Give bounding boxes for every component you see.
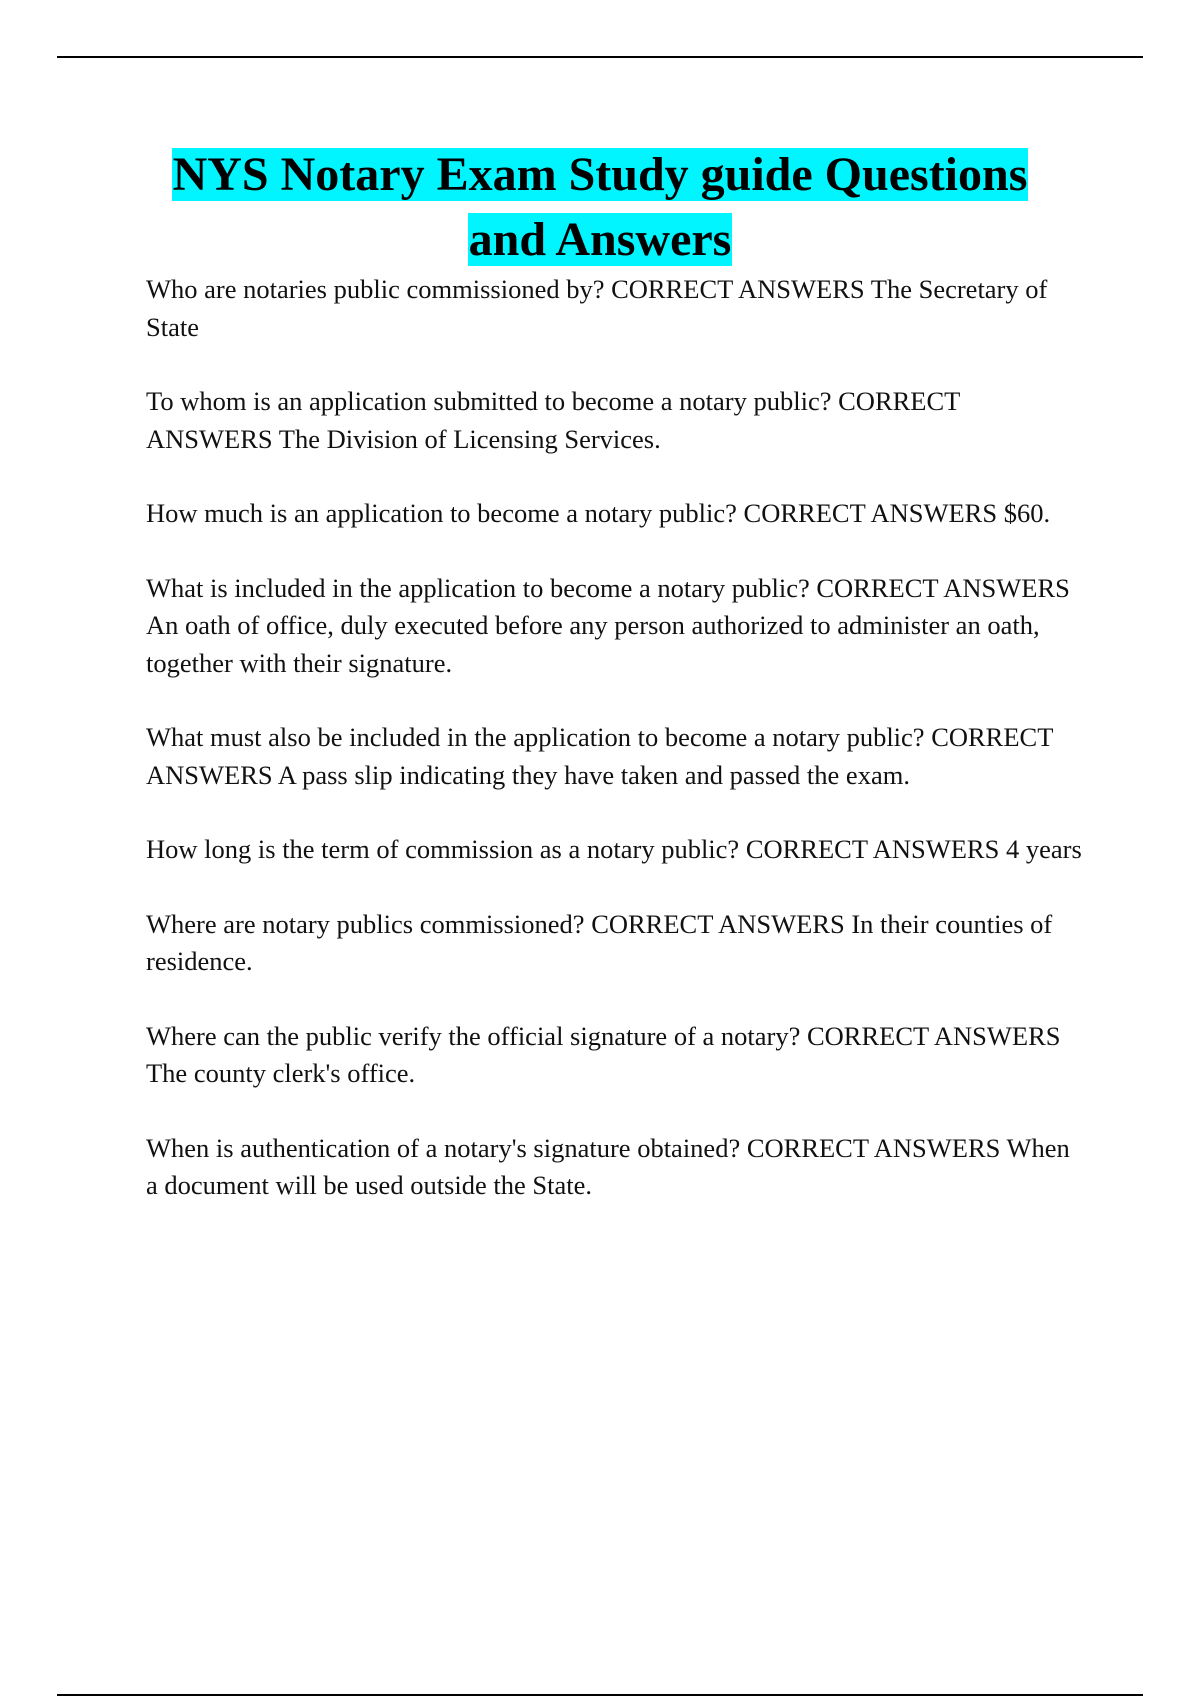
qa-list xyxy=(146,271,1088,1242)
qa-item: Who are notaries public commissioned by? CORRECT ANSWERS The Secretary of State xyxy=(146,274,1048,342)
qa-item: Where are notary publics commissioned? CORRECT ANSWERS In their counties of residence. xyxy=(146,908,1053,976)
qa-item: To whom is an application submitted to become a notary public? CORRECT ANSWERS The Division of Licensing Services. xyxy=(146,386,960,454)
title-line-1: NYS Notary Exam Study guide Questions xyxy=(172,148,1028,201)
qa-item: Where can the public verify the official signature of a notary? CORRECT ANSWERS The county clerk's office. xyxy=(146,1020,1061,1088)
qa-item: What must also be included in the application to become a notary public? CORRECT ANSWERS A pass slip indicating they have taken and passed the exam. xyxy=(146,722,1053,790)
qa-item: How long is the term of commission as a notary public? CORRECT ANSWERS 4 years xyxy=(146,834,1082,864)
qa-item: How much is an application to become a notary public? CORRECT ANSWERS $60. xyxy=(146,498,1051,528)
title-line-2: and Answers xyxy=(468,213,732,266)
qa-item: When is authentication of a notary's signature obtained? CORRECT ANSWERS When a document will be used outside the State. xyxy=(146,1132,1070,1200)
qa-item: What is included in the application to become a notary public? CORRECT ANSWERS An oath of office, duly executed before any person authorized to administer an oath, together with their signature. xyxy=(146,572,1070,678)
document-title xyxy=(100,142,1100,272)
footer-rule xyxy=(57,1694,1143,1696)
header-rule xyxy=(57,56,1143,58)
